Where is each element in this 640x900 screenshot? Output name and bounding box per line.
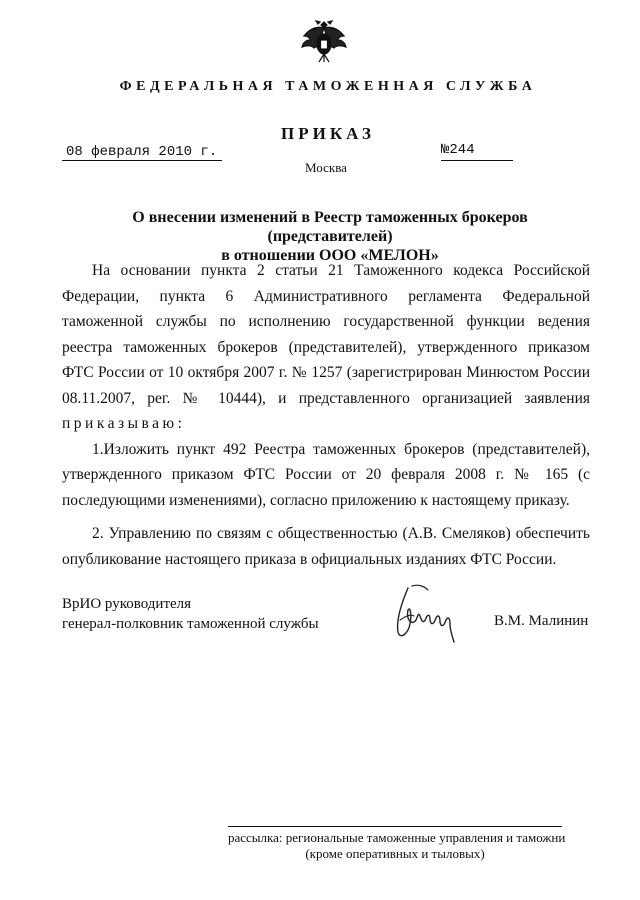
document-type: ПРИКАЗ xyxy=(281,124,375,143)
distribution-line-2: (кроме оперативных и тыловых) xyxy=(305,846,485,861)
order-subject xyxy=(70,208,590,265)
order-number: №244 xyxy=(441,142,475,158)
signer-title-line-1: ВрИО руководителя xyxy=(62,596,192,612)
order-word: приказываю: xyxy=(62,415,186,432)
preamble-paragraph xyxy=(62,258,590,437)
agency-name: ФЕДЕРАЛЬНАЯ ТАМОЖЕННАЯ СЛУЖБА xyxy=(119,79,537,94)
distribution-line-1: рассылка: региональные таможенные управления и таможни xyxy=(228,830,566,845)
order-body xyxy=(62,258,590,572)
coat-of-arms-icon xyxy=(298,16,350,66)
item-2-paragraph: 2. Управлению по связям с общественностью (А.В. Смеляков) обеспечить опубликование настоящего приказа в официальных изданиях ФТС России. xyxy=(62,525,590,568)
preamble-text: На основании пункта 2 статьи 21 Таможенного кодекса Российской Федерации, пункта 6 Административного регламента Федеральной таможенной службы по исполнению государственной функции ведения реестра таможенных брокеров (представителей), утвержденного приказом ФТС России от 10 октября 2007 г. № 1257 (зарегистрирован Минюстом России 08.11.2007, рег. № 10444), и представленного организацией заявления xyxy=(62,262,590,407)
signer-title xyxy=(62,594,319,634)
signature-icon xyxy=(388,580,464,656)
subject-line-2: в отношении ООО «МЕЛОН» xyxy=(221,247,439,264)
distribution-divider xyxy=(228,826,562,827)
distribution-list xyxy=(228,830,566,862)
subject-line-1: О внесении изменений в Реестр таможенных брокеров (представителей) xyxy=(132,209,528,245)
signer-name: В.М. Малинин xyxy=(494,613,589,629)
order-date: 08 февраля 2010 г. xyxy=(66,144,218,160)
signer-title-line-2: генерал-полковник таможенной службы xyxy=(62,616,319,632)
item-1-paragraph: 1.Изложить пункт 492 Реестра таможенных брокеров (представителей), утвержденного приказом ФТС России от 20 февраля 2008 г. № 165 (с последующими изменениями), согласно приложению к настоящему приказу. xyxy=(62,440,590,509)
city: Москва xyxy=(305,160,347,175)
